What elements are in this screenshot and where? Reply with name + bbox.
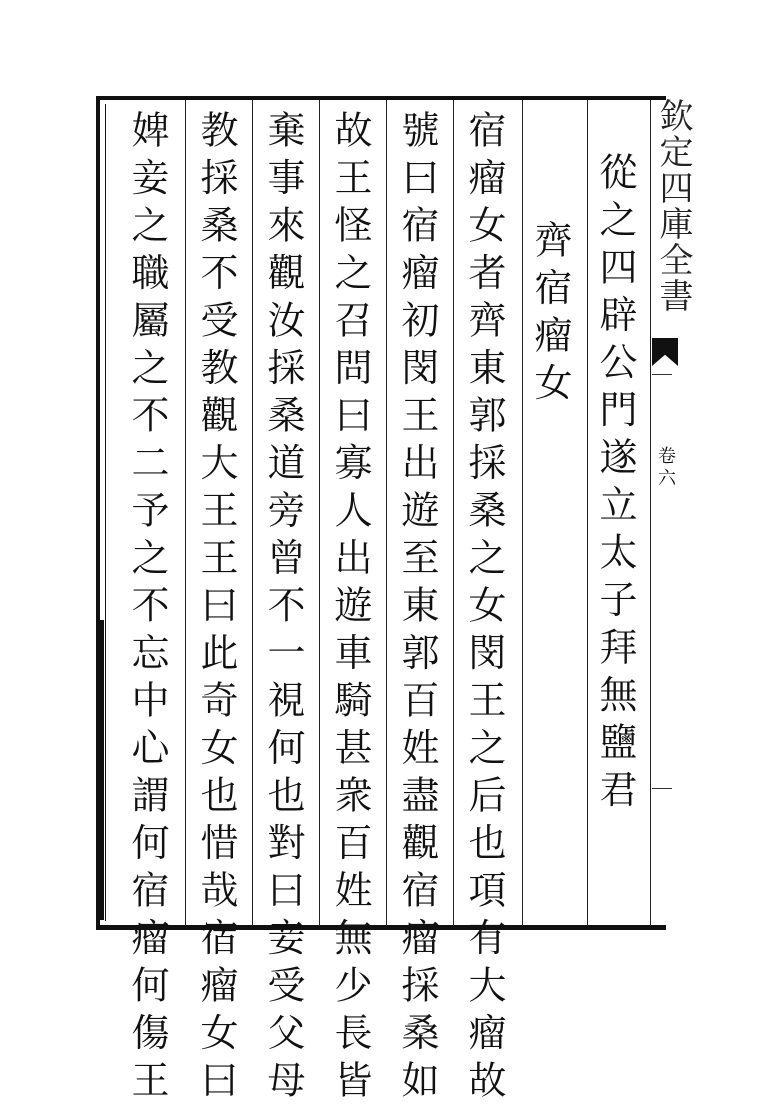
text-column-1: 從之四辟公門遂立太子拜無鹽君 [593,152,637,817]
text-column-7: 教採桑不受教觀大王王曰此奇女也惜哉宿瘤女曰 [194,110,238,1108]
column-rule [587,100,588,926]
column-rule [453,100,454,926]
book-title: 欽定四庫全書 [653,98,693,314]
text-column-4: 號曰宿瘤初閔王出遊至東郭百姓盡觀宿瘤採桑如 [395,110,439,1108]
volume-marker: 卷六 [655,446,676,490]
column-rule [319,100,320,926]
text-column-2-heading: 齊宿瘤女 [528,220,572,410]
margin-tick [652,374,672,375]
frame-edge-mark [96,620,104,920]
page-frame [96,96,666,1108]
text-column-5: 故王怪之召問曰寡人出遊車騎甚衆百姓無少長皆 [328,110,372,1108]
column-rule-outer [650,100,651,926]
text-column-6: 棄事來觀汝採桑道旁曾不一視何也對曰妾受父母 [261,110,305,1108]
text-column-3: 宿瘤女者齊東郭採桑之女閔王之后也項有大瘤故 [462,110,506,1108]
column-rule [386,100,387,926]
column-rule [522,100,523,926]
column-rule [185,100,186,926]
margin-tick [652,788,672,789]
text-column-8: 婢妾之職屬之不二予之不忘中心謂何宿瘤何傷王 [125,110,169,1108]
column-rule [252,100,253,926]
